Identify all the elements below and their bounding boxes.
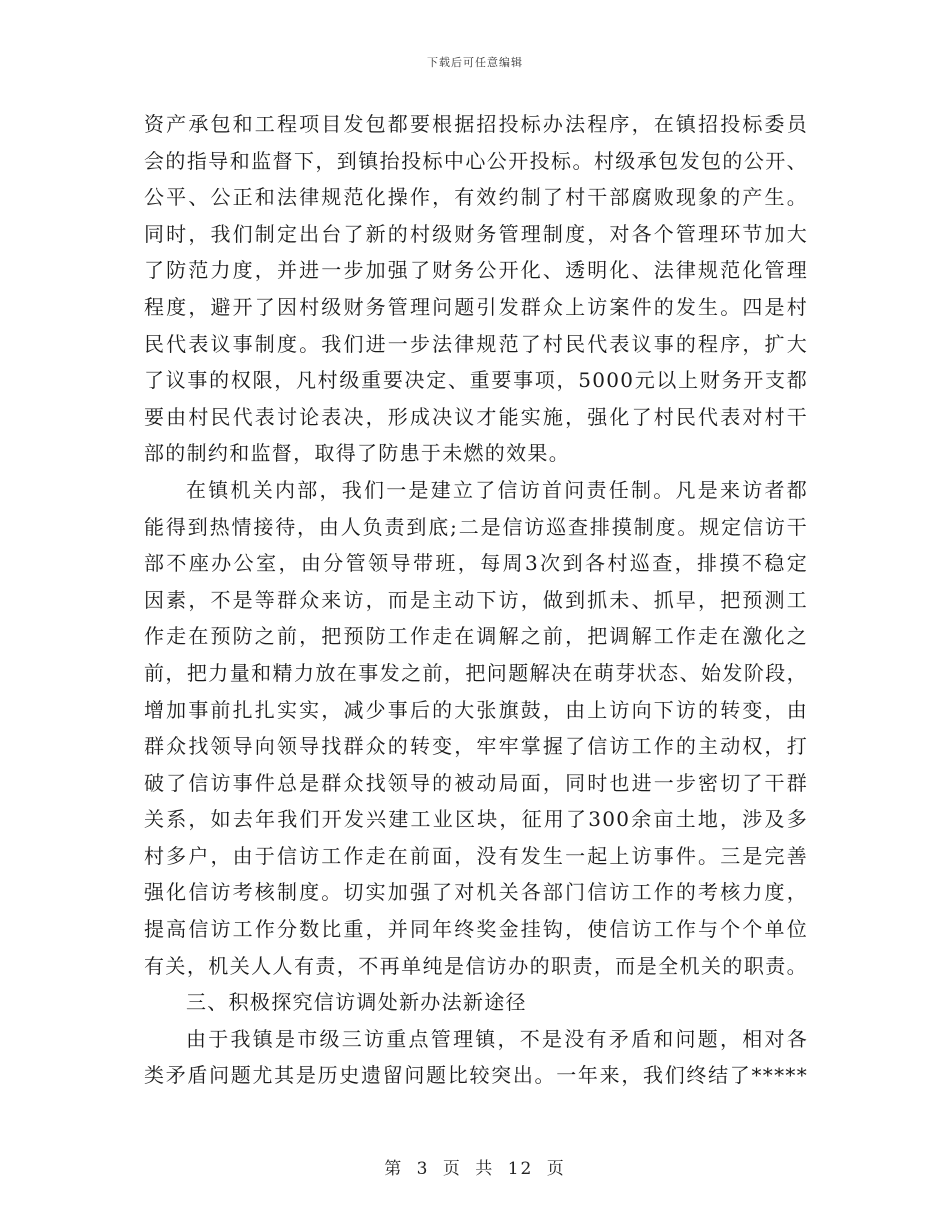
body-line: 能得到热情接待，由人负责到底;二是信访巡查排摸制度。规定信访干 <box>144 514 808 539</box>
paragraph-first-line: 由于我镇是市级三访重点管理镇，不是没有矛盾和问题，相对各 <box>186 1026 808 1051</box>
body-line: 资产承包和工程项目发包都要根据招投标办法程序，在镇招投标委员 <box>144 112 808 136</box>
body-line: 了防范力度，并进一步加强了财务公开化、透明化、法律规范化管理 <box>144 258 808 283</box>
body-line: 了议事的权限，凡村级重要决定、重要事项，5000元以上财务开支都 <box>144 368 808 393</box>
body-line: 关系，如去年我们开发兴建工业区块，征用了300余亩土地，涉及多 <box>144 807 808 832</box>
body-line: 同时，我们制定出台了新的村级财务管理制度，对各个管理环节加大 <box>144 221 808 246</box>
body-line: 群众找领导向领导找群众的转变，牢牢掌握了信访工作的主动权，打 <box>144 734 808 759</box>
paragraph-first-line: 在镇机关内部，我们一是建立了信访首问责任制。凡是来访者都 <box>186 477 808 502</box>
body-line: 程度，避开了因村级财务管理问题引发群众上访案件的发生。四是村 <box>144 294 808 319</box>
body-line: 类矛盾问题尤其是历史遗留问题比较突出。一年来，我们终结了***** <box>144 1063 808 1088</box>
body-line: 因素，不是等群众来访，而是主动下访，做到抓未、抓早，把预测工 <box>144 587 808 612</box>
document-body <box>144 106 808 1094</box>
body-line: 破了信访事件总是群众找领导的被动局面，同时也进一步密切了干群 <box>144 770 808 795</box>
body-line: 有关，机关人人有责，不再单纯是信访办的职责，而是全机关的职责。 <box>144 953 808 978</box>
body-line: 会的指导和监督下，到镇抬投标中心公开投标。村级承包发包的公开、 <box>144 148 808 173</box>
body-line: 村多户，由于信访工作走在前面，没有发生一起上访事件。三是完善 <box>144 843 808 868</box>
body-line: 作走在预防之前，把预防工作走在调解之前，把调解工作走在激化之 <box>144 624 808 649</box>
body-line: 部的制约和监督，取得了防患于未燃的效果。 <box>144 441 570 466</box>
section-heading: 三、积极探究信访调处新办法新途径 <box>186 990 527 1015</box>
body-line: 前，把力量和精力放在事发之前，把问题解决在萌芽状态、始发阶段， <box>144 660 808 685</box>
body-line: 增加事前扎扎实实，减少事后的大张旗鼓，由上访向下访的转变，由 <box>144 697 808 722</box>
body-line: 提高信访工作分数比重，并同年终奖金挂钩，使信访工作与个个单位 <box>144 917 808 942</box>
page-header: 下载后可任意编辑 <box>427 56 523 69</box>
body-line: 民代表议事制度。我们进一步法律规范了村民代表议事的程序，扩大 <box>144 331 808 356</box>
body-line: 强化信访考核制度。切实加强了对机关各部门信访工作的考核力度， <box>144 880 808 905</box>
page-number: 第 3 页 共 12 页 <box>384 1159 566 1179</box>
body-line: 部不座办公室，由分管领导带班，每周3次到各村巡查，排摸不稳定 <box>144 551 808 576</box>
body-line: 公平、公正和法律规范化操作，有效约制了村干部腐败现象的产生。 <box>144 185 808 210</box>
body-line: 要由村民代表讨论表决，形成决议才能实施，强化了村民代表对村干 <box>144 404 808 429</box>
